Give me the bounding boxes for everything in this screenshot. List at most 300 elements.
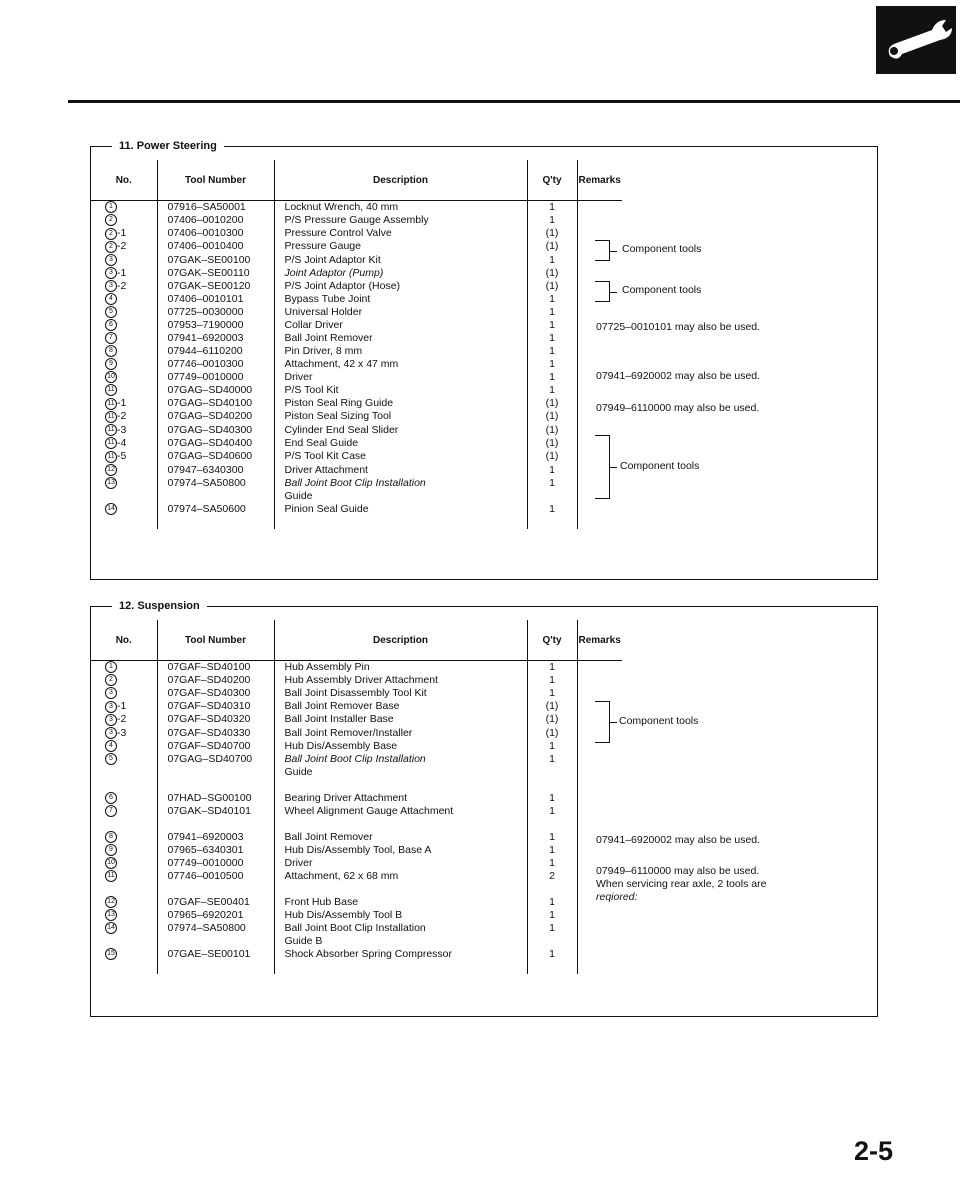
remarks-bracket — [595, 435, 610, 499]
description: Collar Driver — [274, 319, 527, 332]
table-row — [91, 358, 622, 371]
tool-number: 07GAF–SD40310 — [157, 700, 274, 713]
section-title: 11. Power Steering — [112, 139, 224, 153]
tool-number — [157, 935, 274, 948]
remarks-cell — [577, 503, 622, 516]
item-number-circle: 4 — [105, 740, 117, 752]
item-number — [91, 766, 157, 779]
quantity: 1 — [527, 306, 577, 319]
description — [274, 818, 527, 831]
item-number-suffix: -1 — [117, 266, 127, 279]
item-number — [91, 464, 157, 477]
section-title: 12. Suspension — [112, 599, 207, 613]
item-number — [91, 805, 157, 818]
remarks-cell — [577, 384, 622, 397]
quantity: 1 — [527, 831, 577, 844]
item-number-circle: 11 — [105, 437, 117, 449]
item-number — [91, 935, 157, 948]
remark-alt-tool: 07949–6110000 may also be used. — [596, 402, 760, 414]
table-row — [91, 437, 622, 450]
quantity — [527, 935, 577, 948]
tool-number: 07406–0010300 — [157, 227, 274, 240]
remarks-cell — [577, 948, 622, 961]
item-number — [91, 740, 157, 753]
tool-number: 07GAF–SD40200 — [157, 674, 274, 687]
tool-number: 07953–7190000 — [157, 319, 274, 332]
description: Locknut Wrench, 40 mm — [274, 201, 527, 215]
tool-number: 07HAD–SG00100 — [157, 792, 274, 805]
item-number-circle: 4 — [105, 293, 117, 305]
table-row — [91, 214, 622, 227]
description: Ball Joint Remover — [274, 831, 527, 844]
remark-note: reqiored: — [596, 891, 638, 903]
description: Bearing Driver Attachment — [274, 792, 527, 805]
tool-number: 07GAF–SD40100 — [157, 661, 274, 675]
item-number — [91, 410, 157, 423]
item-number-suffix: -4 — [117, 436, 127, 449]
quantity: 1 — [527, 201, 577, 215]
col-header-description: Description — [274, 620, 527, 661]
table-row — [91, 792, 622, 805]
remarks-cell — [577, 227, 622, 240]
tool-number: 07725–0030000 — [157, 306, 274, 319]
item-number-circle: 12 — [105, 464, 117, 476]
table-row — [91, 766, 622, 779]
item-number — [91, 490, 157, 503]
quantity: 1 — [527, 844, 577, 857]
tool-number: 07974–SA50800 — [157, 922, 274, 935]
col-header-remarks: Remarks — [577, 160, 622, 201]
quantity: (1) — [527, 713, 577, 726]
description: Ball Joint Installer Base — [274, 713, 527, 726]
remarks-cell — [577, 687, 622, 700]
quantity: 2 — [527, 870, 577, 883]
item-number — [91, 909, 157, 922]
table-row — [91, 227, 622, 240]
tool-number: 07749–0010000 — [157, 371, 274, 384]
table-row — [91, 306, 622, 319]
item-number — [91, 922, 157, 935]
description: Hub Dis/Assembly Base — [274, 740, 527, 753]
remarks-bracket — [595, 281, 610, 302]
item-number-circle: 5 — [105, 306, 117, 318]
item-number — [91, 948, 157, 961]
description: Joint Adaptor (Pump) — [274, 267, 527, 280]
item-number — [91, 267, 157, 280]
item-number-suffix: -2 — [117, 410, 127, 423]
quantity: 1 — [527, 896, 577, 909]
item-number — [91, 371, 157, 384]
description: Pinion Seal Guide — [274, 503, 527, 516]
item-number — [91, 661, 157, 675]
quantity — [527, 883, 577, 896]
item-number — [91, 477, 157, 490]
item-number — [91, 306, 157, 319]
item-number-circle: 11 — [105, 411, 117, 423]
tool-number: 07GAG–SD40400 — [157, 437, 274, 450]
description: Attachment, 62 x 68 mm — [274, 870, 527, 883]
table-row — [91, 384, 622, 397]
item-number-circle: 5 — [105, 753, 117, 765]
description: Ball Joint Remover Base — [274, 700, 527, 713]
tool-number: 07GAE–SE00101 — [157, 948, 274, 961]
item-number-circle: 9 — [105, 844, 117, 856]
description: Cylinder End Seal Slider — [274, 424, 527, 437]
table-row — [91, 857, 622, 870]
tools-table — [91, 620, 622, 974]
tool-number: 07GAG–SD40700 — [157, 753, 274, 766]
description: Wheel Alignment Gauge Attachment — [274, 805, 527, 818]
col-header-tool-number: Tool Number — [157, 620, 274, 661]
table-row — [91, 818, 622, 831]
remarks-cell — [577, 332, 622, 345]
item-number-suffix: -1 — [117, 700, 127, 712]
remarks-cell — [577, 935, 622, 948]
item-number — [91, 384, 157, 397]
item-number — [91, 254, 157, 267]
table-row — [91, 267, 622, 280]
item-number — [91, 700, 157, 713]
item-number — [91, 779, 157, 792]
quantity: 1 — [527, 384, 577, 397]
remarks-bracket — [595, 701, 610, 743]
item-number-circle: 8 — [105, 831, 117, 843]
tool-number: 07GAG–SD40000 — [157, 384, 274, 397]
quantity: (1) — [527, 227, 577, 240]
table-row — [91, 410, 622, 423]
table-row — [91, 371, 622, 384]
quantity: 1 — [527, 358, 577, 371]
item-number-circle: 7 — [105, 332, 117, 344]
table-row — [91, 345, 622, 358]
tool-number: 07GAG–SD40100 — [157, 397, 274, 410]
table-row — [91, 896, 622, 909]
remark-alt-tool: 07941–6920002 may also be used. — [596, 370, 761, 382]
tool-number: 07406–0010400 — [157, 240, 274, 253]
wrench-icon — [876, 6, 956, 74]
quantity: 1 — [527, 293, 577, 306]
remarks-cell — [577, 267, 622, 280]
item-number-circle: 11 — [105, 398, 117, 410]
quantity: 1 — [527, 477, 577, 490]
description: Ball Joint Remover — [274, 332, 527, 345]
table-row — [91, 870, 622, 883]
description: Hub Dis/Assembly Tool B — [274, 909, 527, 922]
item-number-circle: 3 — [105, 687, 117, 699]
item-number-suffix: -1 — [117, 397, 127, 410]
quantity: 1 — [527, 740, 577, 753]
item-number — [91, 727, 157, 740]
table-row — [91, 332, 622, 345]
item-number-circle: 14 — [105, 503, 117, 515]
item-number-circle: 15 — [105, 948, 117, 960]
description: Driver — [274, 857, 527, 870]
description: Front Hub Base — [274, 896, 527, 909]
col-header-qty: Q'ty — [527, 620, 577, 661]
item-number-circle: 3 — [105, 280, 117, 292]
table-row — [91, 503, 622, 516]
tool-number — [157, 883, 274, 896]
remarks-cell — [577, 345, 622, 358]
item-number-circle: 1 — [105, 201, 117, 213]
description: Ball Joint Boot Clip Installation — [274, 753, 527, 766]
remark-alt-tool: 07725–0010101 may also be used. — [596, 321, 761, 333]
table-row — [91, 948, 622, 961]
item-number — [91, 687, 157, 700]
table-row — [91, 935, 622, 948]
description: Shock Absorber Spring Compressor — [274, 948, 527, 961]
item-number — [91, 293, 157, 306]
quantity: 1 — [527, 319, 577, 332]
item-number — [91, 214, 157, 227]
quantity: 1 — [527, 753, 577, 766]
tools-table — [91, 160, 622, 529]
tool-number: 07965–6340301 — [157, 844, 274, 857]
item-number — [91, 883, 157, 896]
description: Hub Assembly Pin — [274, 661, 527, 675]
remark-alt-tool: 07941–6920002 may also be used. — [596, 834, 761, 846]
description: Hub Assembly Driver Attachment — [274, 674, 527, 687]
table-row — [91, 713, 622, 726]
table-row — [91, 753, 622, 766]
quantity: 1 — [527, 371, 577, 384]
description: Ball Joint Boot Clip Installation — [274, 477, 527, 490]
item-number-circle: 10 — [105, 371, 117, 383]
table-padding-row — [91, 961, 622, 974]
item-number-circle: 2 — [105, 241, 117, 253]
description — [274, 779, 527, 792]
description: Attachment, 42 x 47 mm — [274, 358, 527, 371]
item-number-suffix: -2 — [117, 279, 127, 292]
remark-alt-tool: 07949–6110000 may also be used. — [596, 865, 760, 877]
quantity: (1) — [527, 727, 577, 740]
table-row — [91, 674, 622, 687]
tool-number: 07746–0010500 — [157, 870, 274, 883]
remarks-cell — [577, 922, 622, 935]
remarks-cell — [577, 779, 622, 792]
table-row — [91, 844, 622, 857]
remark-component-tools: Component tools — [619, 715, 699, 727]
item-number — [91, 319, 157, 332]
tool-number: 07974–SA50600 — [157, 503, 274, 516]
remarks-cell — [577, 201, 622, 215]
item-number — [91, 424, 157, 437]
table-row — [91, 464, 622, 477]
item-number — [91, 437, 157, 450]
item-number — [91, 240, 157, 253]
description: P/S Joint Adaptor Kit — [274, 254, 527, 267]
description: End Seal Guide — [274, 437, 527, 450]
table-row — [91, 740, 622, 753]
item-number — [91, 896, 157, 909]
tool-number: 07GAF–SD40700 — [157, 740, 274, 753]
table-row — [91, 201, 622, 215]
item-number — [91, 857, 157, 870]
tool-number: 07947–6340300 — [157, 464, 274, 477]
item-number-suffix: -3 — [117, 423, 127, 436]
description: Hub Dis/Assembly Tool, Base A — [274, 844, 527, 857]
table-row — [91, 883, 622, 896]
description: P/S Tool Kit — [274, 384, 527, 397]
remark-component-tools: Component tools — [620, 460, 700, 472]
quantity: 1 — [527, 909, 577, 922]
table-row — [91, 254, 622, 267]
description: Driver Attachment — [274, 464, 527, 477]
item-number-circle: 12 — [105, 896, 117, 908]
remarks-cell — [577, 214, 622, 227]
header-rule — [68, 100, 960, 103]
item-number-suffix: -2 — [117, 240, 127, 253]
item-number-circle: 1 — [105, 661, 117, 673]
table-row — [91, 805, 622, 818]
tool-number — [157, 779, 274, 792]
item-number — [91, 844, 157, 857]
item-number-circle: 7 — [105, 805, 117, 817]
item-number — [91, 870, 157, 883]
tool-number: 07941–6920003 — [157, 831, 274, 844]
col-header-qty: Q'ty — [527, 160, 577, 201]
table-padding-row — [91, 516, 622, 529]
description: Ball Joint Disassembly Tool Kit — [274, 687, 527, 700]
description: P/S Tool Kit Case — [274, 450, 527, 463]
remark-component-tools: Component tools — [622, 284, 702, 296]
item-number — [91, 358, 157, 371]
remarks-cell — [577, 792, 622, 805]
table-row — [91, 831, 622, 844]
quantity: (1) — [527, 240, 577, 253]
quantity: 1 — [527, 464, 577, 477]
item-number — [91, 818, 157, 831]
tool-number: 07406–0010200 — [157, 214, 274, 227]
item-number-suffix: -1 — [117, 227, 127, 239]
item-number-circle: 11 — [105, 384, 117, 396]
quantity: 1 — [527, 345, 577, 358]
item-number — [91, 345, 157, 358]
tool-number: 07GAF–SD40320 — [157, 713, 274, 726]
tool-number: 07GAF–SD40330 — [157, 727, 274, 740]
quantity: (1) — [527, 700, 577, 713]
tool-number — [157, 818, 274, 831]
quantity: 1 — [527, 922, 577, 935]
item-number-circle: 10 — [105, 857, 117, 869]
tool-number: 07974–SA50800 — [157, 477, 274, 490]
tool-number: 07941–6920003 — [157, 332, 274, 345]
tool-number: 07749–0010000 — [157, 857, 274, 870]
table-row — [91, 424, 622, 437]
quantity — [527, 766, 577, 779]
remark-component-tools: Component tools — [622, 243, 702, 255]
item-number-circle: 2 — [105, 214, 117, 226]
item-number — [91, 201, 157, 215]
description: Ball Joint Boot Clip Installation — [274, 922, 527, 935]
tool-number: 07GAK–SE00100 — [157, 254, 274, 267]
item-number — [91, 397, 157, 410]
quantity: 1 — [527, 503, 577, 516]
table-row — [91, 661, 622, 675]
item-number — [91, 332, 157, 345]
item-number-circle: 3 — [105, 714, 117, 726]
remarks-cell — [577, 909, 622, 922]
quantity: (1) — [527, 397, 577, 410]
section-power-steering — [90, 139, 878, 580]
tool-number: 07GAK–SD40101 — [157, 805, 274, 818]
item-number-circle: 3 — [105, 267, 117, 279]
item-number — [91, 280, 157, 293]
description: P/S Joint Adaptor (Hose) — [274, 280, 527, 293]
table-row — [91, 293, 622, 306]
tool-number: 07GAG–SD40200 — [157, 410, 274, 423]
item-number — [91, 792, 157, 805]
col-header-no: No. — [91, 160, 157, 201]
item-number-circle: 6 — [105, 792, 117, 804]
remarks-cell — [577, 766, 622, 779]
item-number-circle: 2 — [105, 674, 117, 686]
section-suspension — [90, 599, 878, 1017]
quantity: 1 — [527, 332, 577, 345]
item-number-circle: 8 — [105, 345, 117, 357]
item-number-circle: 3 — [105, 701, 117, 713]
remarks-cell — [577, 753, 622, 766]
remarks-cell — [577, 306, 622, 319]
quantity: (1) — [527, 267, 577, 280]
item-number — [91, 713, 157, 726]
table-row — [91, 909, 622, 922]
quantity: 1 — [527, 214, 577, 227]
remarks-cell — [577, 674, 622, 687]
quantity: 1 — [527, 805, 577, 818]
description: Guide B — [274, 935, 527, 948]
quantity: 1 — [527, 674, 577, 687]
tool-number: 07GAF–SD40300 — [157, 687, 274, 700]
col-header-no: No. — [91, 620, 157, 661]
item-number-suffix: -3 — [117, 726, 127, 739]
quantity: (1) — [527, 437, 577, 450]
table-row — [91, 397, 622, 410]
description: Universal Holder — [274, 306, 527, 319]
quantity — [527, 818, 577, 831]
table-row — [91, 687, 622, 700]
remarks-cell — [577, 805, 622, 818]
description: Pressure Control Valve — [274, 227, 527, 240]
page-number: 2-5 — [854, 1136, 894, 1166]
tool-number: 07GAG–SD40600 — [157, 450, 274, 463]
remarks-cell — [577, 818, 622, 831]
quantity: 1 — [527, 948, 577, 961]
tool-number: 07944–6110200 — [157, 345, 274, 358]
quantity — [527, 490, 577, 503]
tool-number: 07406–0010101 — [157, 293, 274, 306]
col-header-description: Description — [274, 160, 527, 201]
tool-number — [157, 766, 274, 779]
item-number-circle: 9 — [105, 358, 117, 370]
description: Bypass Tube Joint — [274, 293, 527, 306]
description — [274, 883, 527, 896]
table-row — [91, 727, 622, 740]
tool-number: 07GAG–SD40300 — [157, 424, 274, 437]
tool-number: 07GAK–SE00110 — [157, 267, 274, 280]
remarks-bracket — [595, 240, 610, 261]
item-number-circle: 3 — [105, 254, 117, 266]
remarks-cell — [577, 661, 622, 675]
description: Driver — [274, 371, 527, 384]
tool-number: 07GAK–SE00120 — [157, 280, 274, 293]
tool-number: 07965–6920201 — [157, 909, 274, 922]
table-row — [91, 240, 622, 253]
col-header-tool-number: Tool Number — [157, 160, 274, 201]
item-number-circle: 3 — [105, 727, 117, 739]
quantity: 1 — [527, 687, 577, 700]
item-number-suffix: -2 — [117, 713, 127, 726]
